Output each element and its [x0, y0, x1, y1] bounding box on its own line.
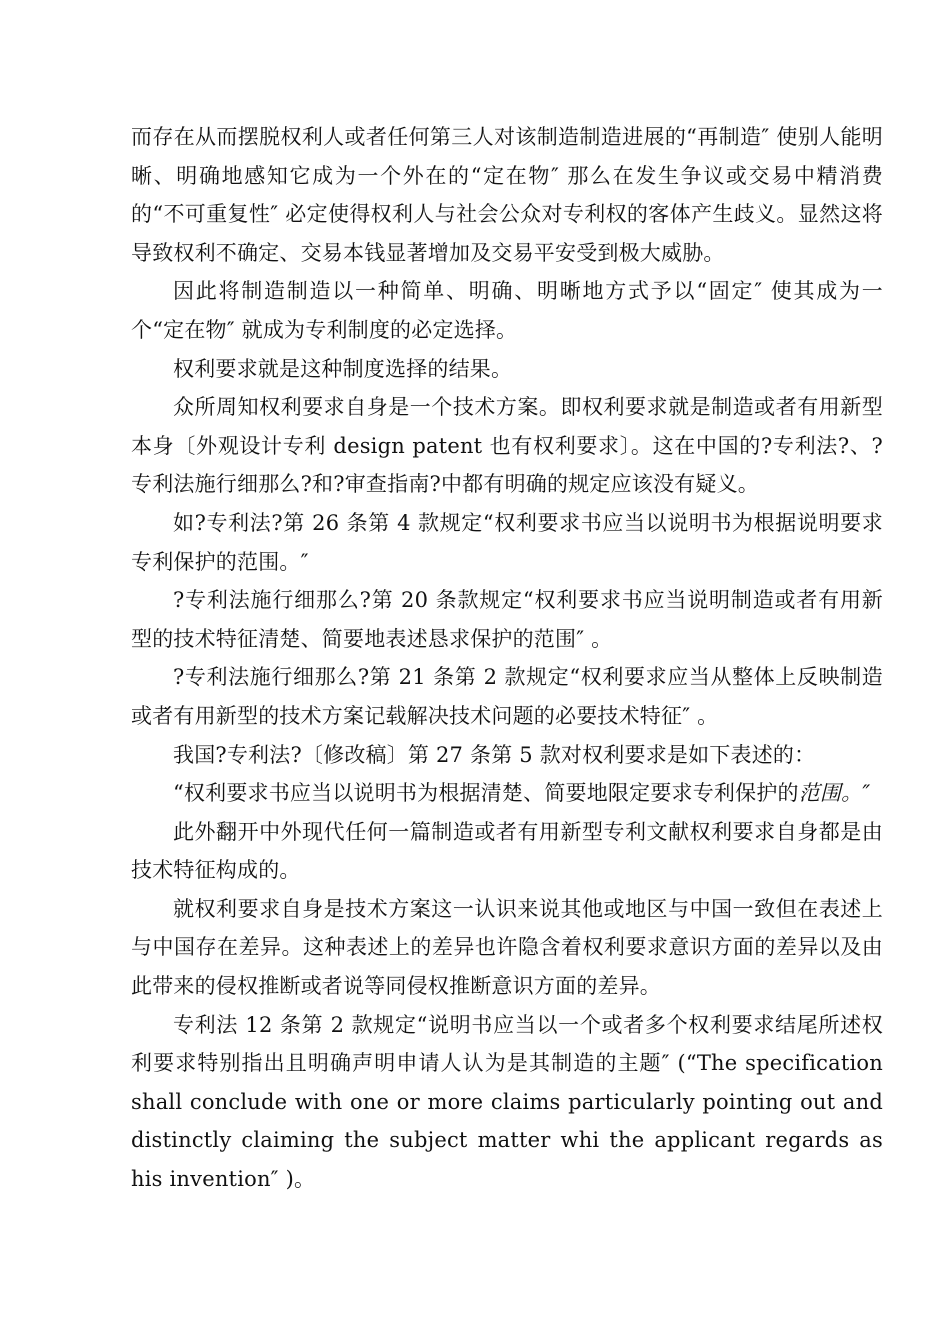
quote-italic-text: 范围。″ [798, 781, 871, 806]
paragraph-patent-law-art26: 如?专利法?第 26 条第 4 款规定“权利要求书应当以说明书为根据说明要求专利保护的范围。″ [131, 510, 883, 574]
paragraph-patent-law-art12: 专利法 12 条第 2 款规定“说明书应当以一个或者多个权利要求结尾所述权利要求特别指出且明确声明申请人认为是其制造的主题″ (“The specification shall conclude with one or more claims particularly pointing out and distinctly claiming the subject matter whi the applicant regards as his invention″ )。 [131, 1012, 883, 1192]
quote-main-text: “权利要求书应当以说明书为根据清楚、简要地限定要求专利保护的 [173, 781, 799, 806]
paragraph-continuation: 而存在从而摆脱权利人或者任何第三人对该制造制造进展的“再制造″ 使别人能明晰、明确地感知它成为一个外在的“定在物″ 那么在发生争议或交易中精消费的“不可重复性″ 必定使得权利人与社会公众对专利权的客体产生歧义。显然这将导致权利不确定、交易本钱显著增加及交易平安受到极大威胁。 [131, 125, 883, 265]
paragraph-technical-features: 此外翻开中外现代任何一篇制造或者有用新型专利文献权利要求自身都是由技术特征构成的。 [131, 819, 883, 883]
paragraph-rules-art20: ?专利法施行细那么?第 20 条款规定“权利要求书应当说明制造或者有用新型的技术特征清楚、简要地表述恳求保护的范围″ 。 [131, 588, 883, 651]
paragraph-claims-result: 权利要求就是这种制度选择的结果。 [173, 356, 513, 381]
paragraph-quote-claims [131, 774, 883, 813]
paragraph-rules-art21: ?专利法施行细那么?第 21 条第 2 款规定“权利要求应当从整体上反映制造或者有用新型的技术方案记载解决技术问题的必要技术特征″ 。 [131, 665, 883, 728]
document-body [131, 118, 883, 1199]
paragraph-fixation-choice: 因此将制造制造以一种简单、明确、明晰地方式予以“固定″ 使其成为一个“定在物″ 就成为专利制度的必定选择。 [131, 279, 883, 342]
paragraph-draft-art27: 我国?专利法?〔修改稿〕第 27 条第 5 款对权利要求是如下表述的： [173, 742, 816, 767]
paragraph-claims-technical-solution: 众所周知权利要求自身是一个技术方案。即权利要求就是制造或者有用新型本身〔外观设计专利 design patent 也有权利要求〕。这在中国的?专利法?、?专利法施行细那么?和?审查指南?中都有明确的规定应该没有疑义。 [131, 395, 883, 497]
paragraph-expression-differences: 就权利要求自身是技术方案这一认识来说其他或地区与中国一致但在表述上与中国存在差异。这种表述上的差异也许隐含着权利要求意识方面的差异以及由此带来的侵权推断或者说等同侵权推断意识方面的差异。 [131, 896, 883, 999]
